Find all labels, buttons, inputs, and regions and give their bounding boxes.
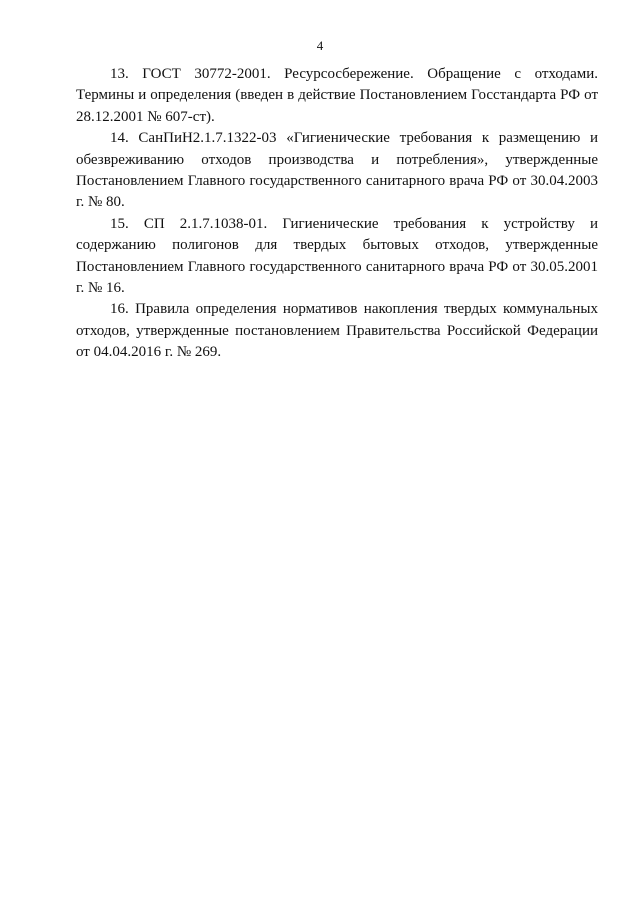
- reference-item-13: 13. ГОСТ 30772-2001. Ресурсосбережение. Обращение с отходами. Термины и определения (введен в действие Постановлением Госстандарта РФ от 28.12.2001 № 607-ст).: [76, 66, 598, 125]
- reference-list: [76, 64, 598, 364]
- reference-item-14: 14. СанПиН2.1.7.1322-03 «Гигиенические требования к размещению и обезвреживанию отходов производства и потребления», утвержденные Постановлением Главного государственного санитарного врача РФ от 30.04.2003 г. № 80.: [76, 130, 598, 211]
- reference-item-16: 16. Правила определения нормативов накопления твердых коммунальных отходов, утвержденные постановлением Правительства Российской Федерации от 04.04.2016 г. № 269.: [76, 301, 598, 361]
- page-number: 4: [316, 38, 324, 53]
- reference-item-15: 15. СП 2.1.7.1038-01. Гигиенические требования к устройству и содержанию полигонов для твердых бытовых отходов, утвержденные Постановлением Главного государственного санитарного врача РФ от 30.05.2001 г. № 16.: [76, 215, 598, 297]
